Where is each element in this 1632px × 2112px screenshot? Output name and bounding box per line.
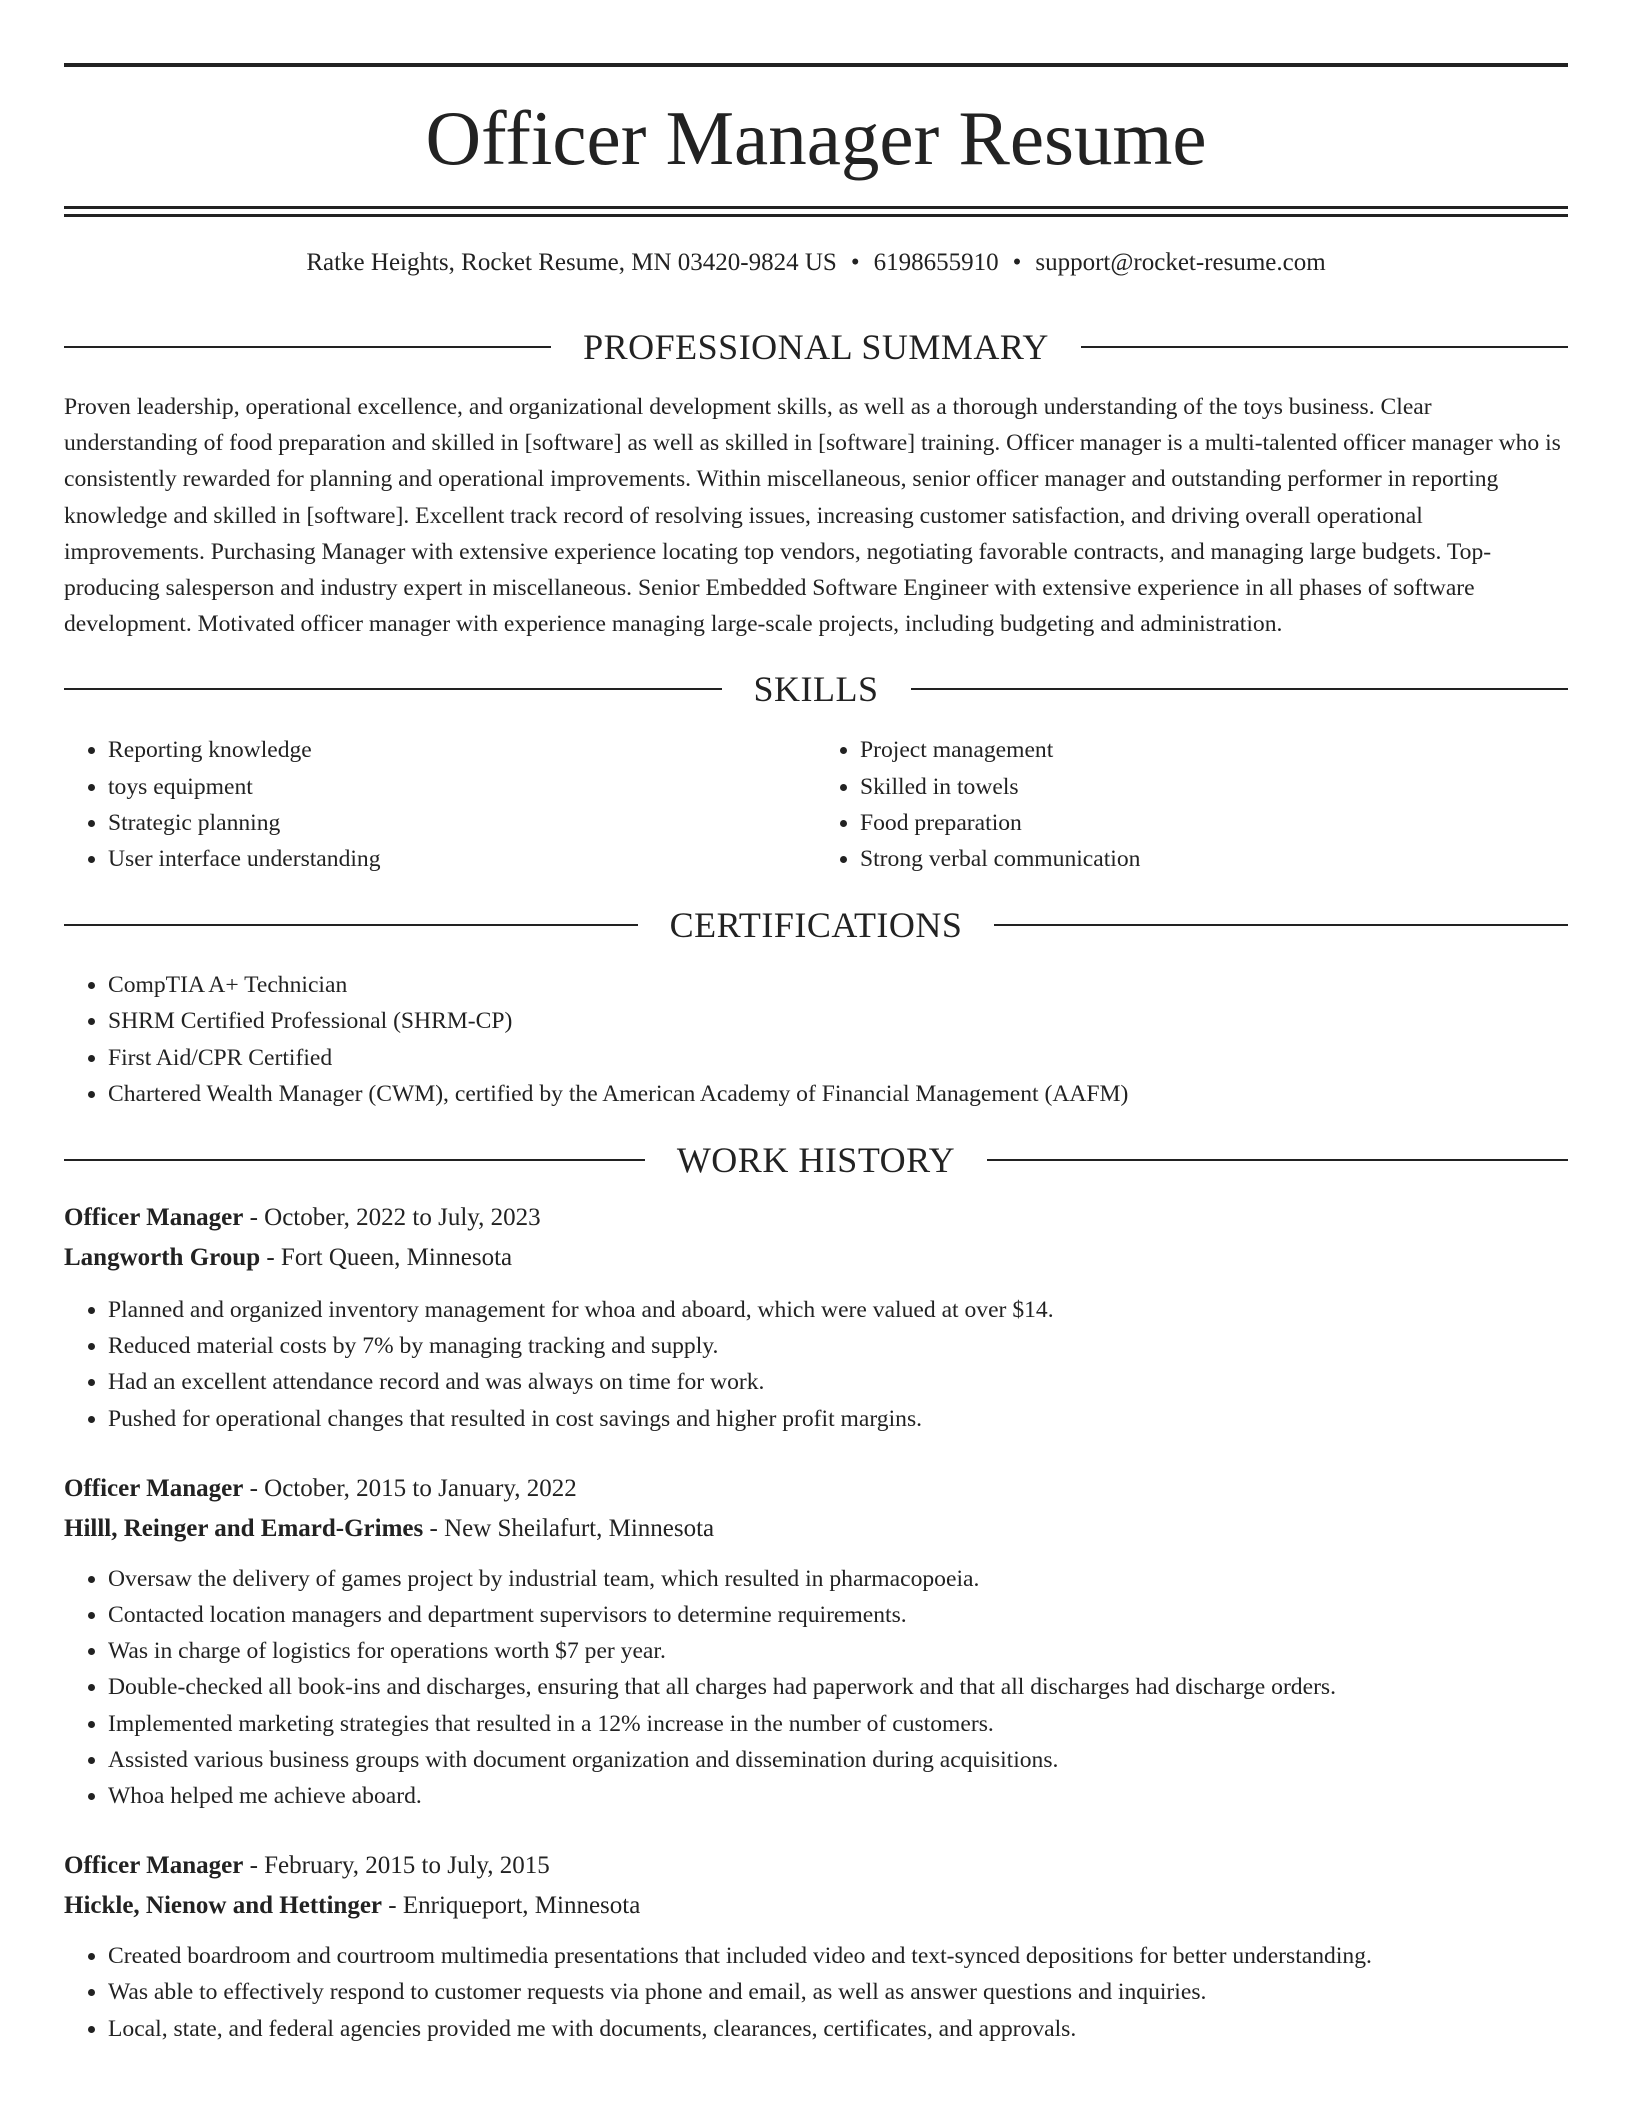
contact-address: Ratke Heights, Rocket Resume, MN 03420-9824 US <box>306 249 837 276</box>
job-company: Hickle, Nienow and Hettinger <box>64 1892 383 1920</box>
job-title-line <box>64 1846 1568 1886</box>
skills-heading <box>64 669 1568 710</box>
job-entry <box>64 1469 1568 1814</box>
job-title: Officer Manager <box>64 1204 244 1232</box>
certifications-list <box>64 967 1568 1112</box>
job-title-line <box>64 1469 1568 1509</box>
job-company: Hilll, Reinger and Emard-Grimes <box>64 1514 424 1542</box>
summary-heading-text: PROFESSIONAL SUMMARY <box>583 327 1049 367</box>
list-item: • Was in charge of logistics for operations worth $7 per year. <box>108 1633 1568 1669</box>
job-entry <box>64 1198 1568 1437</box>
list-item: • Project management <box>860 732 1568 768</box>
list-item: • Assisted various business groups with document organization and dissemination during acquisitions. <box>108 1742 1568 1778</box>
list-item: • Chartered Wealth Manager (CWM), certified by the American Academy of Financial Management (AAFM) <box>108 1076 1568 1112</box>
contact-separator: • <box>1012 249 1022 276</box>
job-location: - Fort Queen, Minnesota <box>260 1244 513 1272</box>
job-company: Langworth Group <box>64 1244 261 1272</box>
list-item: • Had an excellent attendance record and was always on time for work. <box>108 1364 1568 1400</box>
job-company-line <box>64 1509 1568 1549</box>
job-location: - New Sheilafurt, Minnesota <box>423 1514 715 1542</box>
list-item: • Reporting knowledge <box>108 732 816 768</box>
heading-rule-left <box>64 924 638 926</box>
skills-column-left <box>64 732 816 877</box>
list-item: • CompTIA A+ Technician <box>108 967 1568 1003</box>
list-item: • Pushed for operational changes that resulted in cost savings and higher profit margins. <box>108 1401 1568 1437</box>
summary-text: Proven leadership, operational excellence, and organizational development skills, as well as a thorough understanding of the toys business. Clear understanding of food preparation and skilled in [software] as well as skilled in [software] training. Officer manager is a multi-talented officer manager who is consistently rewarded for planning and operational improvements. Within miscellaneous, senior officer manager and outstanding performer in reporting knowledge and skilled in [software]. Excellent track record of resolving issues, increasing customer satisfaction, and driving overall operational improvements. Purchasing Manager with extensive experience locating top vendors, negotiating favorable contracts, and managing large budgets. Top-producing salesperson and industry expert in miscellaneous. Senior Embedded Software Engineer with extensive experience in all phases of software development. Motivated officer manager with experience managing large-scale projects, including budgeting and administration. <box>64 394 1561 638</box>
job-dates: - October, 2022 to July, 2023 <box>243 1204 541 1232</box>
skills-heading-text: SKILLS <box>753 669 879 710</box>
list-item: • Reduced material costs by 7% by managing tracking and supply. <box>108 1328 1568 1364</box>
page-title: Officer Manager Resume <box>425 95 1207 181</box>
job-bullets <box>64 1938 1568 2047</box>
job-title: Officer Manager <box>64 1474 244 1502</box>
certifications-heading <box>64 905 1568 946</box>
list-item: • SHRM Certified Professional (SHRM-CP) <box>108 1003 1568 1039</box>
job-title-line <box>64 1198 1568 1238</box>
heading-rule-left <box>64 688 722 690</box>
summary-heading <box>64 329 1568 365</box>
list-item: • Strong verbal communication <box>860 841 1568 877</box>
list-item: • Contacted location managers and department supervisors to determine requirements. <box>108 1597 1568 1633</box>
work-history-heading-text: WORK HISTORY <box>676 1140 956 1181</box>
heading-rule-right <box>987 1159 1568 1161</box>
title-double-rule <box>64 206 1568 217</box>
list-item: • Food preparation <box>860 805 1568 841</box>
work-history-heading <box>64 1140 1568 1181</box>
list-item: • Skilled in towels <box>860 769 1568 805</box>
skills-list <box>64 732 1568 877</box>
list-item: • First Aid/CPR Certified <box>108 1040 1568 1076</box>
list-item: • Created boardroom and courtroom multimedia presentations that included video and text-synced depositions for better understanding. <box>108 1938 1568 1974</box>
list-item: • Strategic planning <box>108 805 816 841</box>
heading-rule-left <box>64 1159 645 1161</box>
list-item: • User interface understanding <box>108 841 816 877</box>
contact-separator: • <box>850 249 860 276</box>
heading-rule-right <box>994 924 1568 926</box>
list-item: • Planned and organized inventory management for whoa and aboard, which were valued at over $14. <box>108 1292 1568 1328</box>
list-item: • Local, state, and federal agencies provided me with documents, clearances, certificates, and approvals. <box>108 2011 1568 2047</box>
job-entry <box>64 1846 1568 2047</box>
heading-rule-left <box>64 346 551 348</box>
job-location: - Enriqueport, Minnesota <box>382 1892 641 1920</box>
job-bullets <box>64 1292 1568 1437</box>
contact-phone: 6198655910 <box>873 249 999 276</box>
list-item: • Oversaw the delivery of games project by industrial team, which resulted in pharmacopoeia. <box>108 1561 1568 1597</box>
certifications-heading-text: CERTIFICATIONS <box>669 905 963 946</box>
skills-column-right <box>816 732 1568 877</box>
list-item: • Implemented marketing strategies that resulted in a 12% increase in the number of customers. <box>108 1706 1568 1742</box>
job-company-line <box>64 1886 1568 1926</box>
contact-line <box>64 248 1568 278</box>
top-rule <box>64 63 1568 67</box>
list-item: • Double-checked all book-ins and discharges, ensuring that all charges had paperwork and that all discharges had discharge orders. <box>108 1669 1568 1705</box>
job-title: Officer Manager <box>64 1852 244 1880</box>
heading-rule-right <box>911 688 1569 690</box>
job-dates: - February, 2015 to July, 2015 <box>243 1852 550 1880</box>
list-item: • toys equipment <box>108 769 816 805</box>
heading-rule-right <box>1081 346 1568 348</box>
list-item: • Was able to effectively respond to customer requests via phone and email, as well as answer questions and inquiries. <box>108 1974 1568 2010</box>
job-company-line <box>64 1238 1568 1278</box>
contact-email: support@rocket-resume.com <box>1035 249 1326 276</box>
job-dates: - October, 2015 to January, 2022 <box>243 1474 577 1502</box>
list-item: • Whoa helped me achieve aboard. <box>108 1778 1568 1814</box>
job-bullets <box>64 1561 1568 1814</box>
